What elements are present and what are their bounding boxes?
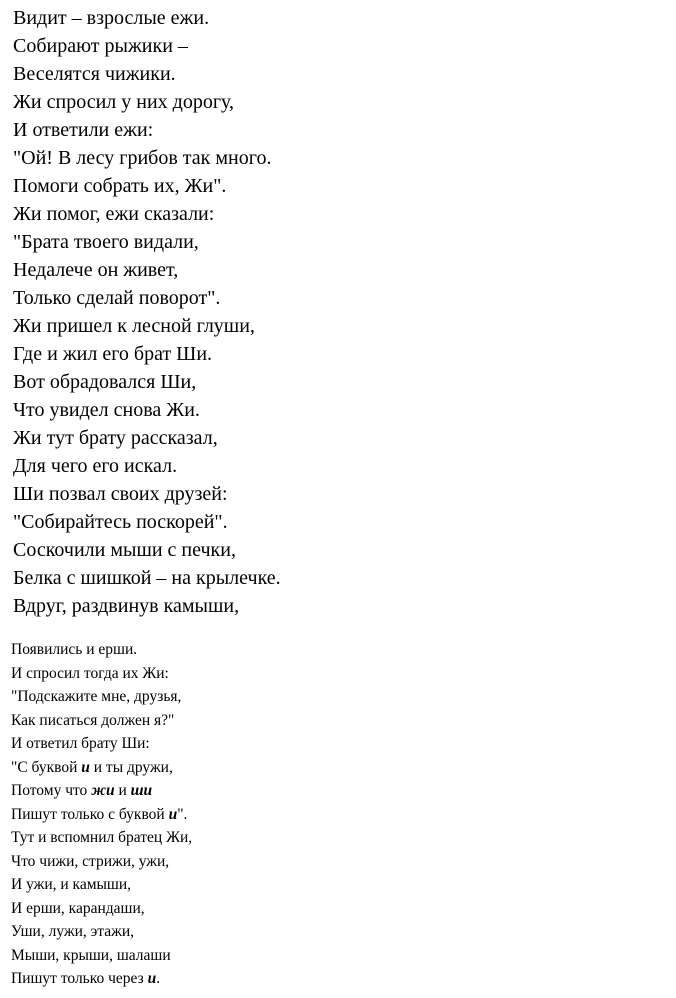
poem-line: Веселятся чижики. — [13, 63, 176, 85]
poem-line: Вот обрадовался Ши, — [13, 371, 197, 393]
line-text: "С буквой — [11, 758, 82, 776]
poem-line: Вдруг, раздвинув камыши, — [13, 595, 240, 617]
poem-line — [11, 897, 192, 921]
poem-line — [11, 779, 192, 803]
poem-line — [11, 732, 192, 756]
emphasized-text: и — [168, 805, 178, 823]
poem-line: Помоги собрать их, Жи". — [13, 175, 227, 197]
line-text: Уши, лужи, этажи, — [11, 923, 135, 940]
poem-line — [11, 826, 192, 850]
poem-line — [11, 967, 192, 991]
poem-stanza-small — [11, 638, 192, 991]
poem-line: Видит – взрослые ежи. — [13, 7, 210, 29]
poem-line: "Ой! В лесу грибов так много. — [13, 147, 272, 169]
poem-line: Для чего его искал. — [13, 455, 178, 477]
line-text: Появились и ерши. — [11, 641, 138, 658]
poem-line: Белка с шишкой – на крылечке. — [13, 567, 281, 589]
line-text: Пишут только с буквой — [11, 805, 169, 823]
poem-line: И ответили ежи: — [13, 119, 154, 141]
poem-line — [11, 920, 192, 944]
line-text: "Подскажите мне, друзья, — [11, 688, 182, 705]
poem-line — [11, 803, 192, 827]
poem-line — [11, 756, 192, 780]
line-text: Пишут только через — [11, 970, 148, 987]
poem-line: Недалече он живет, — [13, 259, 179, 281]
poem-stanza-large — [13, 4, 281, 620]
poem-line — [11, 662, 192, 686]
line-text: и — [114, 782, 131, 799]
line-text: Тут и вспомнил братец Жи, — [11, 829, 193, 846]
poem-line: Ши позвал своих друзей: — [13, 483, 228, 505]
line-text: И ерши, карандаши, — [11, 899, 145, 917]
poem-line — [11, 873, 192, 897]
poem-line — [11, 850, 192, 874]
line-text: И ответил брату Ши: — [11, 735, 150, 752]
line-text: Что чижи, стрижи, ужи, — [11, 852, 170, 870]
poem-line: "Брата твоего видали, — [13, 231, 199, 253]
poem-line: Жи помог, ежи сказали: — [13, 203, 215, 225]
poem-line — [11, 685, 192, 709]
line-text: и ты дружи, — [89, 758, 173, 776]
line-text: ". — [177, 805, 188, 823]
line-text: Как писаться должен я?" — [11, 711, 175, 729]
line-text: . — [156, 970, 161, 987]
poem-line: Собирают рыжики – — [13, 35, 188, 57]
poem-line: Что увидел снова Жи. — [13, 399, 200, 421]
poem-line — [11, 638, 192, 662]
line-text: Мыши, крыши, шалаши — [11, 946, 171, 964]
poem-line: Где и жил его брат Ши. — [13, 343, 213, 365]
poem-line: Соскочили мыши с печки, — [13, 539, 236, 561]
poem-line: Жи пришел к лесной глуши, — [13, 315, 255, 337]
emphasized-text: ши — [130, 782, 153, 799]
poem-line: "Собирайтесь поскорей". — [13, 511, 228, 533]
line-text: И ужи, и камыши, — [11, 876, 132, 893]
emphasized-text: и — [81, 758, 90, 776]
poem-line: Только сделай поворот". — [13, 287, 221, 309]
poem-line — [11, 709, 192, 733]
poem-line: Жи спросил у них дорогу, — [13, 91, 235, 113]
emphasized-text: и — [147, 970, 157, 987]
line-text: Потому что — [11, 782, 92, 799]
poem-line: Жи тут брату рассказал, — [13, 427, 218, 449]
emphasized-text: жи — [91, 782, 115, 799]
line-text: И спросил тогда их Жи: — [11, 664, 169, 682]
poem-line — [11, 944, 192, 968]
